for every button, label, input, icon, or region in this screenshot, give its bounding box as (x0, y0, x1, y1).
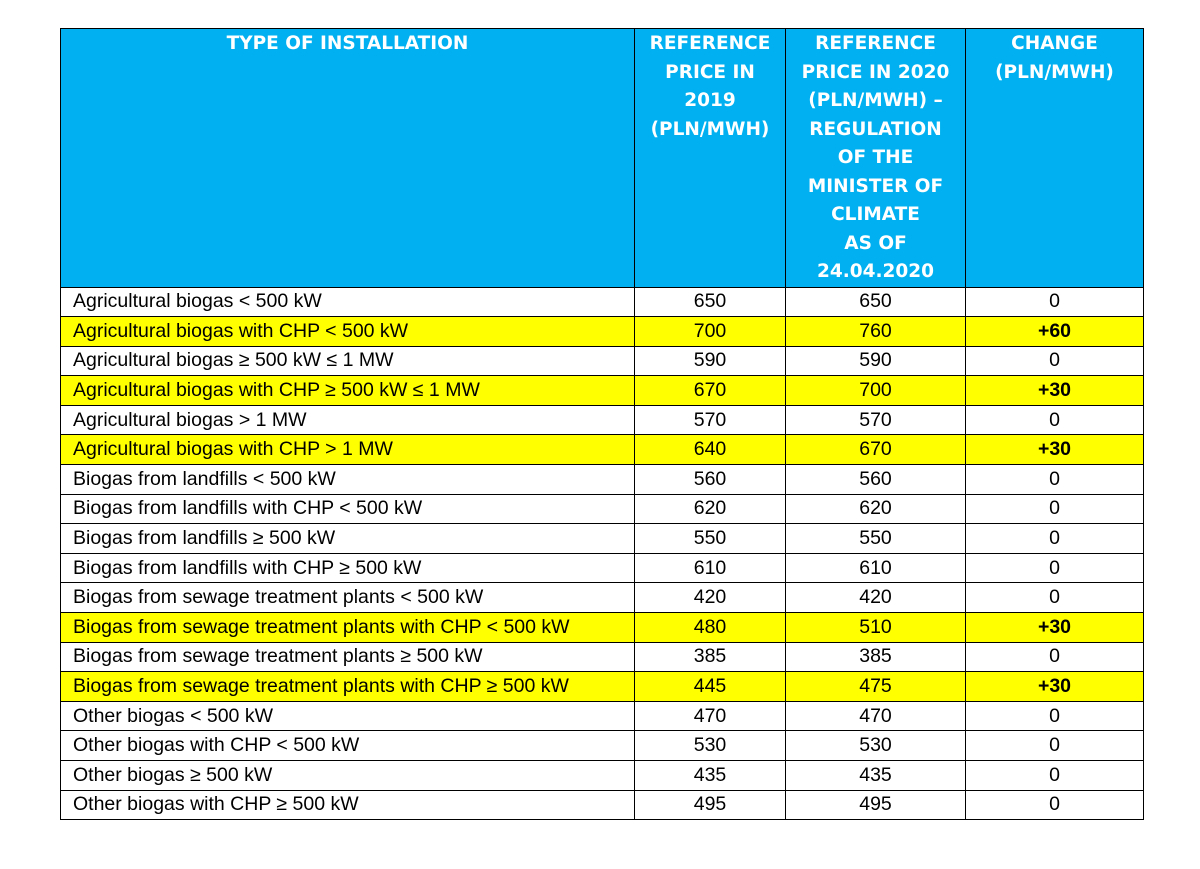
change-cell: +30 (966, 672, 1144, 702)
price-2020-cell: 620 (786, 494, 966, 524)
installation-type-cell: Biogas from sewage treatment plants with CHP ≥ 500 kW (61, 672, 635, 702)
price-2019-cell: 640 (635, 435, 786, 465)
installation-type-cell: Agricultural biogas with CHP > 1 MW (61, 435, 635, 465)
installation-type-cell: Biogas from landfills with CHP ≥ 500 kW (61, 553, 635, 583)
change-cell: 0 (966, 524, 1144, 554)
table-row (61, 701, 1144, 731)
price-2020-cell: 530 (786, 731, 966, 761)
installation-type-cell: Biogas from sewage treatment plants with CHP < 500 kW (61, 613, 635, 643)
change-cell: +30 (966, 613, 1144, 643)
price-2019-cell: 495 (635, 790, 786, 820)
price-2020-cell: 420 (786, 583, 966, 613)
installation-type-cell: Other biogas with CHP < 500 kW (61, 731, 635, 761)
price-2019-cell: 470 (635, 701, 786, 731)
change-cell: 0 (966, 465, 1144, 495)
price-2020-cell: 475 (786, 672, 966, 702)
table-body (61, 287, 1144, 820)
price-2019-cell: 670 (635, 376, 786, 406)
header-type-of-installation: TYPE OF INSTALLATION (61, 29, 635, 288)
table-row (61, 613, 1144, 643)
price-2020-cell: 550 (786, 524, 966, 554)
header-reference-price-2019: REFERENCE PRICE IN 2019 (PLN/MWH) (635, 29, 786, 288)
price-2019-cell: 620 (635, 494, 786, 524)
change-cell: 0 (966, 494, 1144, 524)
change-cell: 0 (966, 287, 1144, 317)
change-cell: 0 (966, 701, 1144, 731)
reference-price-table (60, 28, 1144, 820)
table-row (61, 672, 1144, 702)
installation-type-cell: Agricultural biogas > 1 MW (61, 405, 635, 435)
installation-type-cell: Biogas from sewage treatment plants ≥ 500 kW (61, 642, 635, 672)
table-row (61, 790, 1144, 820)
price-2019-cell: 550 (635, 524, 786, 554)
table-row (61, 553, 1144, 583)
price-2019-cell: 590 (635, 346, 786, 376)
table-header-row (61, 29, 1144, 288)
change-cell: 0 (966, 583, 1144, 613)
table-row (61, 287, 1144, 317)
price-2019-cell: 435 (635, 761, 786, 791)
change-cell: 0 (966, 790, 1144, 820)
table-row (61, 317, 1144, 347)
header-reference-price-2020: REFERENCE PRICE IN 2020 (PLN/MWH) – REGULATION OF THE MINISTER OF CLIMATE AS OF 24.04.2020 (786, 29, 966, 288)
price-2020-cell: 470 (786, 701, 966, 731)
price-2020-cell: 590 (786, 346, 966, 376)
change-cell: +30 (966, 435, 1144, 465)
price-2019-cell: 385 (635, 642, 786, 672)
price-2020-cell: 700 (786, 376, 966, 406)
change-cell: 0 (966, 761, 1144, 791)
table-row (61, 524, 1144, 554)
table-row (61, 494, 1144, 524)
table-row (61, 435, 1144, 465)
header-change: CHANGE (PLN/MWH) (966, 29, 1144, 288)
change-cell: 0 (966, 642, 1144, 672)
table-row (61, 405, 1144, 435)
price-2020-cell: 650 (786, 287, 966, 317)
change-cell: +60 (966, 317, 1144, 347)
table-row (61, 642, 1144, 672)
installation-type-cell: Biogas from landfills with CHP < 500 kW (61, 494, 635, 524)
table-row (61, 731, 1144, 761)
change-cell: 0 (966, 731, 1144, 761)
change-cell: 0 (966, 346, 1144, 376)
installation-type-cell: Biogas from sewage treatment plants < 500 kW (61, 583, 635, 613)
price-2020-cell: 385 (786, 642, 966, 672)
table-row (61, 376, 1144, 406)
price-2019-cell: 650 (635, 287, 786, 317)
price-2020-cell: 560 (786, 465, 966, 495)
price-2019-cell: 480 (635, 613, 786, 643)
table-row (61, 583, 1144, 613)
installation-type-cell: Agricultural biogas with CHP ≥ 500 kW ≤ 1 MW (61, 376, 635, 406)
table-row (61, 761, 1144, 791)
price-2019-cell: 445 (635, 672, 786, 702)
price-2020-cell: 610 (786, 553, 966, 583)
price-2019-cell: 610 (635, 553, 786, 583)
price-2020-cell: 760 (786, 317, 966, 347)
installation-type-cell: Biogas from landfills < 500 kW (61, 465, 635, 495)
table-row (61, 465, 1144, 495)
change-cell: +30 (966, 376, 1144, 406)
change-cell: 0 (966, 405, 1144, 435)
installation-type-cell: Agricultural biogas < 500 kW (61, 287, 635, 317)
installation-type-cell: Other biogas ≥ 500 kW (61, 761, 635, 791)
reference-price-table-container (60, 28, 1143, 820)
table-row (61, 346, 1144, 376)
installation-type-cell: Biogas from landfills ≥ 500 kW (61, 524, 635, 554)
price-2020-cell: 495 (786, 790, 966, 820)
price-2019-cell: 560 (635, 465, 786, 495)
price-2020-cell: 570 (786, 405, 966, 435)
price-2019-cell: 530 (635, 731, 786, 761)
price-2019-cell: 700 (635, 317, 786, 347)
change-cell: 0 (966, 553, 1144, 583)
price-2020-cell: 670 (786, 435, 966, 465)
installation-type-cell: Agricultural biogas with CHP < 500 kW (61, 317, 635, 347)
price-2019-cell: 420 (635, 583, 786, 613)
installation-type-cell: Agricultural biogas ≥ 500 kW ≤ 1 MW (61, 346, 635, 376)
installation-type-cell: Other biogas with CHP ≥ 500 kW (61, 790, 635, 820)
price-2020-cell: 435 (786, 761, 966, 791)
price-2020-cell: 510 (786, 613, 966, 643)
price-2019-cell: 570 (635, 405, 786, 435)
installation-type-cell: Other biogas < 500 kW (61, 701, 635, 731)
